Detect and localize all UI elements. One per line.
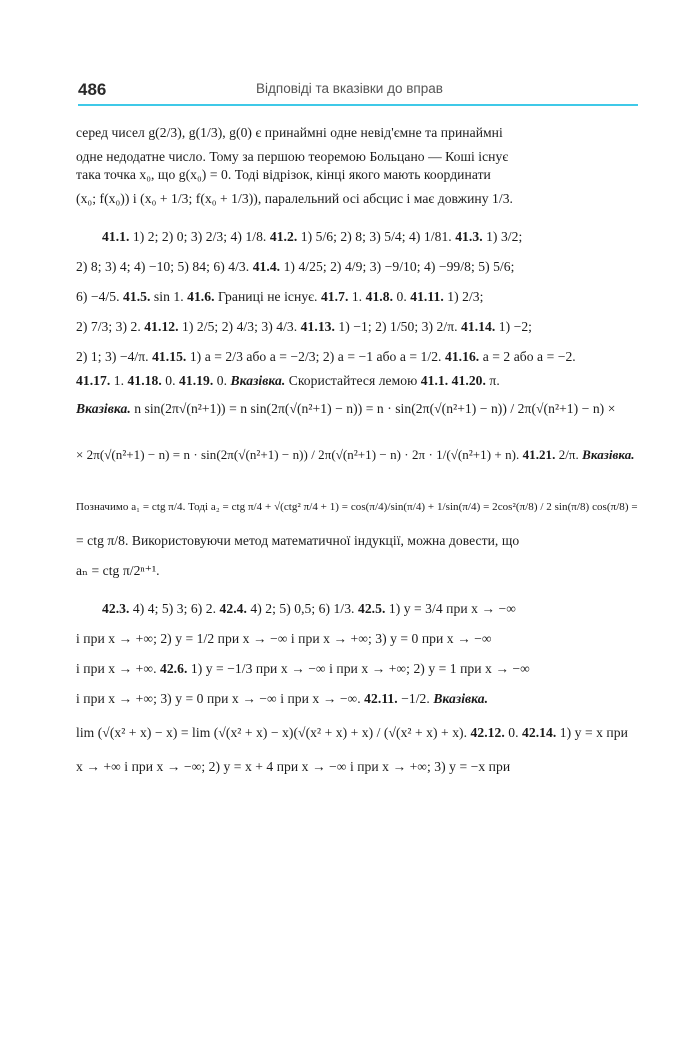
text-line: 6) −4/5. 41.5. sin 1. 41.6. Границі не існує. 41.7. 1. 41.8. 0. 41.11. 1) 2/3; <box>76 289 484 304</box>
page-number: 486 <box>78 80 107 99</box>
text-line: і при x → +∞; 2) y = 1/2 при x → −∞ і при x → +∞; 3) y = 0 при x → −∞ <box>76 631 492 646</box>
text-line: і при x → +∞; 3) y = 0 при x → −∞ і при x → −∞. 42.11. −1/2. Вказівка. <box>76 691 489 706</box>
text-line: 41.17. 1. 41.18. 0. 41.19. 0. Вказівка. Скористайтеся лемою 41.1. 41.20. π. <box>76 373 500 388</box>
running-title: Відповіді та вказівки до вправ <box>256 81 443 96</box>
text-line: 41.1. 1) 2; 2) 0; 3) 2/3; 4) 1/8. 41.2. 1) 5/6; 2) 8; 3) 5/4; 4) 1/81. 41.3. 1) 3/2; <box>102 229 523 244</box>
text-line: × 2π(√(n²+1) − n) = n · sin(2π(√(n²+1) − n)) / 2π(√(n²+1) − n) · 2π · 1/(√(n²+1) + n). 41.21. 2/π. Вказівка. <box>76 447 635 462</box>
text-line: Вказівка. n sin(2π√(n²+1)) = n sin(2π(√(n²+1) − n)) = n · sin(2π(√(n²+1) − n)) / 2π(√(n²+1) − n) × <box>76 401 616 416</box>
header-rule <box>78 104 638 106</box>
text-line: (x₀; f(x₀)) і (x₀ + 1/3; f(x₀ + 1/3)), паралельний осі абсцис і має довжину 1/3. <box>76 191 513 206</box>
text-line: Позначимо a₁ = ctg π/4. Тоді a₂ = ctg π/4 + √(ctg² π/4 + 1) = cos(π/4)/sin(π/4) + 1/sin(π/4) = 2cos²(π/8) / 2 sin(π/8) cos(π/8) = <box>76 501 638 513</box>
text-line: і при x → +∞. 42.6. 1) y = −1/3 при x → −∞ і при x → +∞; 2) y = 1 при x → −∞ <box>76 661 530 676</box>
text-line: aₙ = ctg π/2ⁿ⁺¹. <box>76 563 160 578</box>
text-line: одне недодатне число. Тому за першою теоремою Больцано — Коші існує <box>76 149 509 164</box>
text-line: 2) 7/3; 3) 2. 41.12. 1) 2/5; 2) 4/3; 3) 4/3. 41.13. 1) −1; 2) 1/50; 3) 2/π. 41.14. 1) −2; <box>76 319 533 334</box>
text-line: 2) 1; 3) −4/π. 41.15. 1) a = 2/3 або a = −2/3; 2) a = −1 або a = 1/2. 41.16. a = 2 або a = −2. <box>76 349 576 364</box>
text-line: 2) 8; 3) 4; 4) −10; 5) 84; 6) 4/3. 41.4. 1) 4/25; 2) 4/9; 3) −9/10; 4) −99/8; 5) 5/6; <box>76 259 515 274</box>
text-line: серед чисел g(2/3), g(1/3), g(0) є принаймні одне невід'ємне та принаймні <box>76 125 503 140</box>
text-line: така точка x₀, що g(x₀) = 0. Тоді відрізок, кінці якого мають координати <box>76 167 491 182</box>
page-header <box>78 80 638 104</box>
text-line: lim (√(x² + x) − x) = lim (√(x² + x) − x)(√(x² + x) + x) / (√(x² + x) + x). 42.12. 0. 42.14. 1) y = x при <box>76 725 628 740</box>
text-line: = ctg π/8. Використовуючи метод математичної індукції, можна довести, що <box>76 533 520 548</box>
text-line: x → +∞ і при x → −∞; 2) y = x + 4 при x → −∞ і при x → +∞; 3) y = −x при <box>76 759 511 774</box>
text-line: 42.3. 4) 4; 5) 3; 6) 2. 42.4. 4) 2; 5) 0,5; 6) 1/3. 42.5. 1) y = 3/4 при x → −∞ <box>102 601 516 616</box>
page-content <box>76 118 638 782</box>
